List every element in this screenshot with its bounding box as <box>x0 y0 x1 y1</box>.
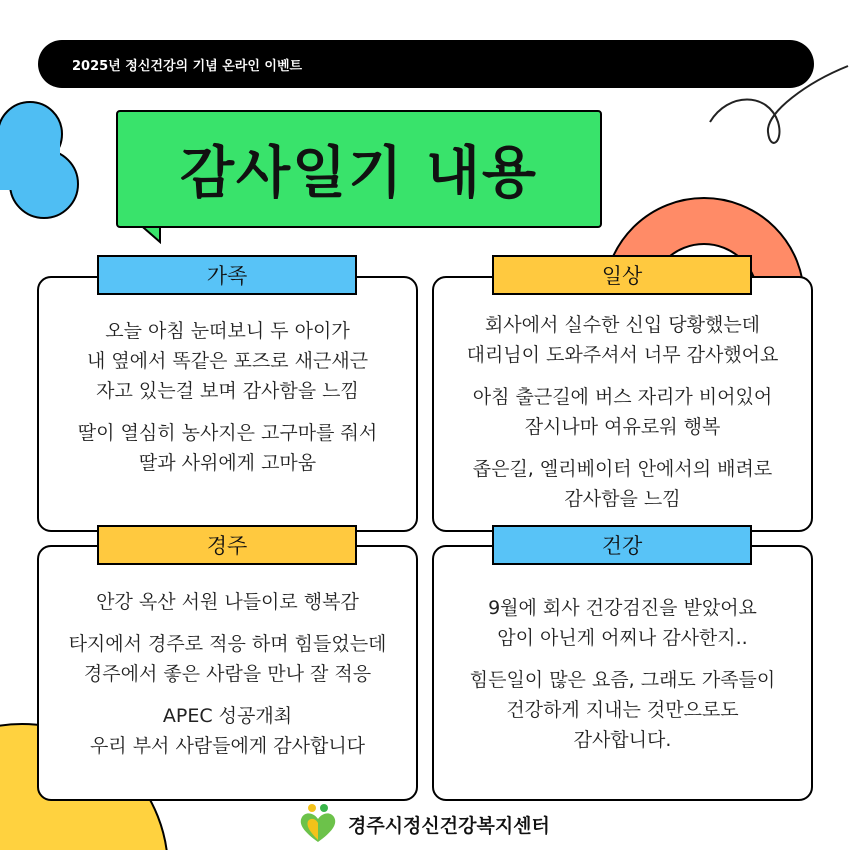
entry-line: 우리 부서 사람들에게 감사합니다 <box>89 735 366 757</box>
entry-paragraph <box>434 382 811 442</box>
entry-line: 건강하게 지내는 것만으로도 <box>506 699 739 721</box>
organization-name: 경주시정신건강복지센터 <box>348 814 550 837</box>
entry-line: 오늘 아침 눈떠보니 두 아이가 <box>105 320 350 342</box>
entry-line: 딸이 열심히 농사지은 고구마를 줘서 <box>77 422 378 444</box>
entry-line: 잠시나마 여유로워 행복 <box>524 416 721 438</box>
entry-paragraph <box>434 310 811 370</box>
section-tab-daily <box>492 255 752 295</box>
banner-text: 2025년 정신건강의 기념 온라인 이벤트 <box>72 58 303 74</box>
section-label: 건강 <box>601 534 643 558</box>
entry-line: 힘든일이 많은 요즘, 그래도 가족들이 <box>469 669 776 691</box>
entry-paragraph <box>39 587 416 617</box>
section-body-gyeongju <box>39 587 416 773</box>
title-box <box>116 110 602 228</box>
entry-line: 대리님이 도와주셔서 너무 감사했어요 <box>466 344 779 366</box>
entry-paragraph <box>434 593 811 653</box>
event-banner <box>38 40 814 88</box>
section-body-family <box>39 316 416 490</box>
entry-line: 9월에 회사 건강검진을 받았어요 <box>488 597 757 619</box>
section-tab-family <box>97 255 357 295</box>
section-label: 경주 <box>206 534 248 558</box>
entry-line: 감사함을 느낌 <box>564 488 681 510</box>
entry-line: 딸과 사위에게 고마움 <box>138 452 317 474</box>
section-card-family <box>37 276 418 532</box>
section-label: 일상 <box>601 264 643 288</box>
entry-line: 회사에서 실수한 신입 당황했는데 <box>484 314 761 336</box>
footer <box>296 800 550 848</box>
entry-line: 좁은길, 엘리베이터 안에서의 배려로 <box>472 458 773 480</box>
section-body-health <box>434 593 811 767</box>
section-card-gyeongju <box>37 545 418 801</box>
page-title: 감사일기 내용 <box>179 141 539 206</box>
entry-paragraph <box>39 701 416 761</box>
entry-line: APEC 성공개최 <box>162 705 293 727</box>
entry-paragraph <box>434 454 811 514</box>
section-body-daily <box>434 310 811 526</box>
entry-paragraph <box>39 418 416 478</box>
section-tab-health <box>492 525 752 565</box>
entry-paragraph <box>39 316 416 406</box>
entry-line: 감사합니다. <box>573 729 672 751</box>
entry-line: 타지에서 경주로 적응 하며 힘들었는데 <box>68 633 387 655</box>
section-card-daily <box>432 276 813 532</box>
section-card-health <box>432 545 813 801</box>
entry-paragraph <box>434 665 811 755</box>
entry-line: 아침 출근길에 버스 자리가 비어있어 <box>472 386 773 408</box>
entry-line: 안강 옥산 서원 나들이로 행복감 <box>96 591 359 613</box>
section-tab-gyeongju <box>97 525 357 565</box>
heart-sprout-icon <box>296 802 340 846</box>
entry-line: 경주에서 좋은 사람을 만나 잘 적응 <box>83 663 372 685</box>
entry-line: 자고 있는걸 보며 감사함을 느낌 <box>96 380 359 402</box>
blue-cloud-shape <box>0 100 82 222</box>
entry-line: 암이 아닌게 어찌나 감사한지.. <box>497 627 748 649</box>
entry-line: 내 옆에서 똑같은 포즈로 새근새근 <box>86 350 369 372</box>
entry-paragraph <box>39 629 416 689</box>
section-label: 가족 <box>206 264 248 288</box>
